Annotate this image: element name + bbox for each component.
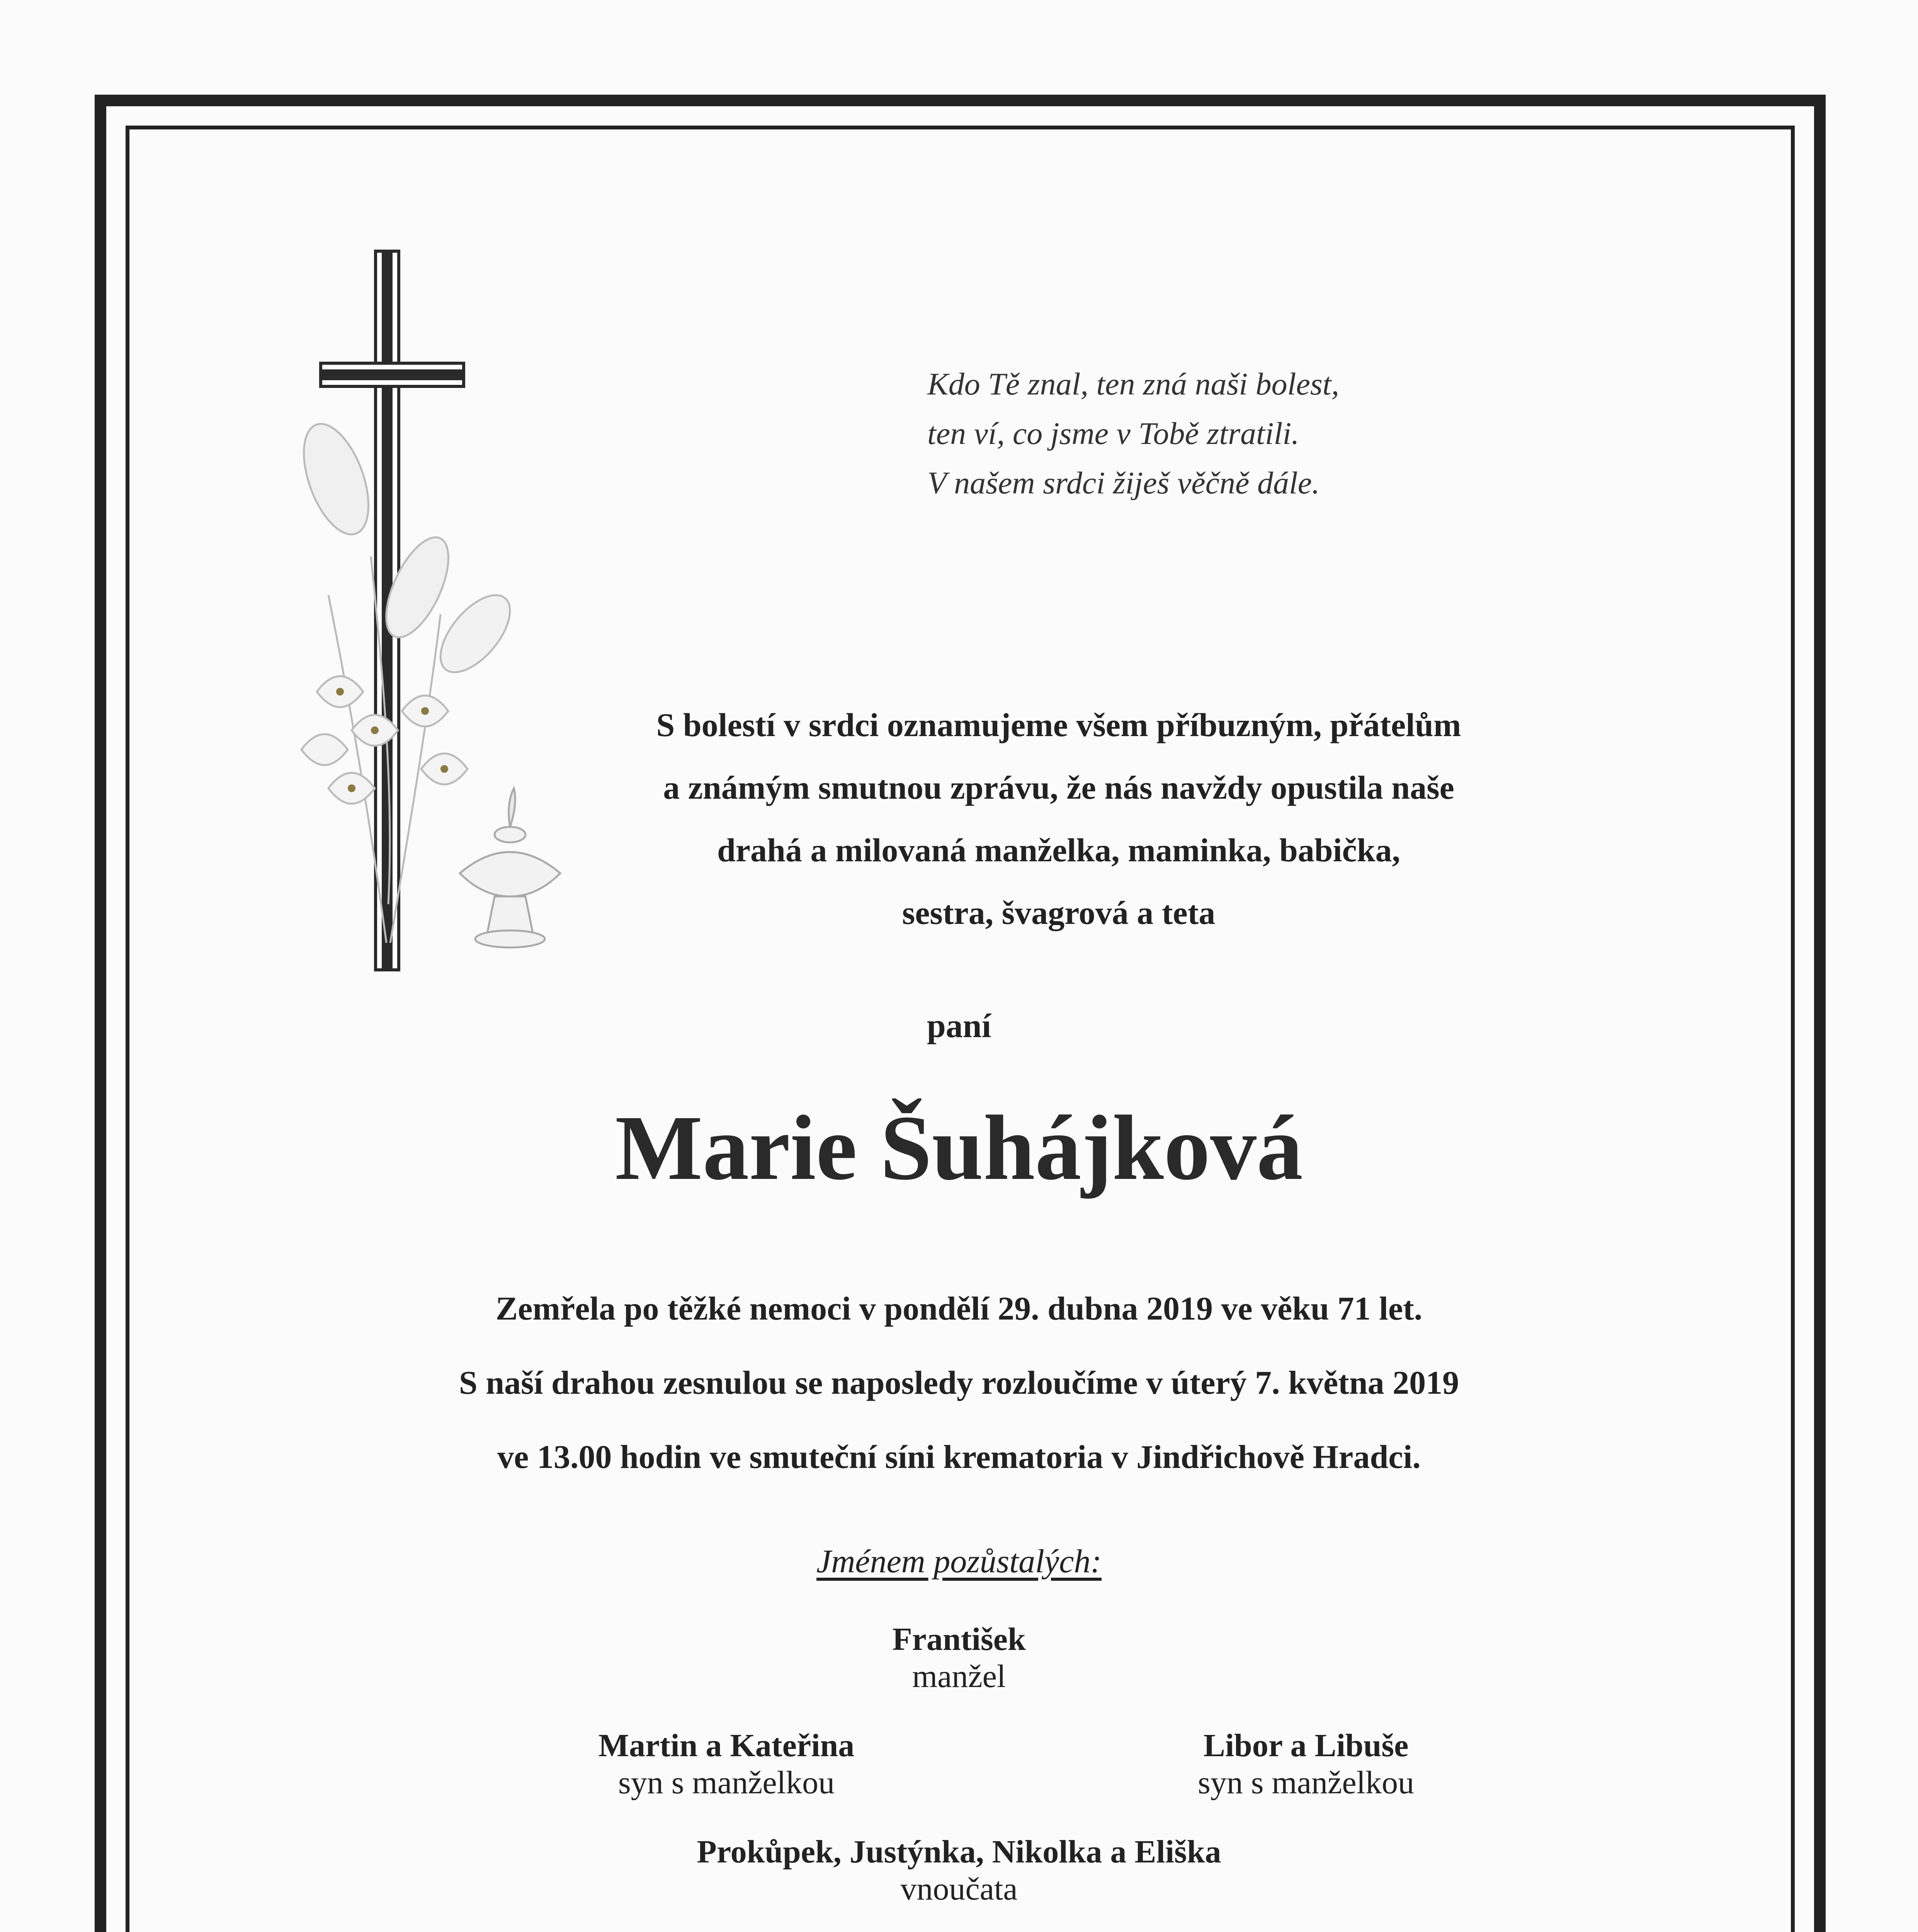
mourner-name: Martin a Kateřina <box>598 1728 855 1764</box>
motto-line-1: Kdo Tě znal, ten zná naši bolest, <box>927 366 1340 401</box>
motto-line-2: ten ví, co jsme v Tobě ztratili. <box>927 416 1299 451</box>
announcement-line-2: a známým smutnou zprávu, že nás navždy opustila naše <box>663 769 1454 806</box>
motto-line-3: V našem srdci žiješ věčně dále. <box>927 465 1320 500</box>
announcement-line-4: sestra, švagrová a teta <box>902 894 1216 931</box>
mourner-entry <box>1113 1727 1499 1801</box>
mourner-name: František <box>892 1621 1026 1657</box>
announcement-line-1: S bolestí v srdci oznamujeme všem příbuzným, přátelům <box>656 706 1461 743</box>
mourner-entry <box>0 1621 1918 1695</box>
death-info-line-2: S naší drahou zesnulou se naposledy rozloučíme v úterý 7. května 2019 <box>459 1364 1459 1401</box>
mourner-relation: syn s manželkou <box>1198 1765 1414 1801</box>
mourner-entry <box>0 1833 1918 1908</box>
mourner-relation: syn s manželkou <box>618 1765 835 1801</box>
mourner-name: Libor a Libuše <box>1203 1728 1409 1764</box>
announcement <box>440 694 1677 944</box>
honorific-title: paní <box>927 1007 991 1045</box>
mourner-entry <box>533 1727 920 1801</box>
mourner-name: Prokůpek, Justýnka, Nikolka a Eliška <box>697 1834 1221 1870</box>
mourner-relation: vnoučata <box>900 1871 1018 1907</box>
memorial-motto <box>927 359 1623 508</box>
death-info <box>0 1271 1918 1494</box>
mourner-relation: manžel <box>912 1658 1006 1694</box>
announcement-line-3: drahá a milovaná manželka, maminka, babička, <box>717 832 1400 869</box>
mourners-heading <box>0 1542 1918 1580</box>
death-info-line-3: ve 13.00 hodin ve smuteční síni krematoria v Jindřichově Hradci. <box>497 1438 1421 1475</box>
death-info-line-1: Zemřela po těžké nemoci v pondělí 29. dubna 2019 ve věku 71 let. <box>495 1290 1423 1327</box>
mourners-heading-text: Jménem pozůstalých: <box>816 1543 1102 1580</box>
deceased-name: Marie Šuhájková <box>615 1096 1303 1199</box>
